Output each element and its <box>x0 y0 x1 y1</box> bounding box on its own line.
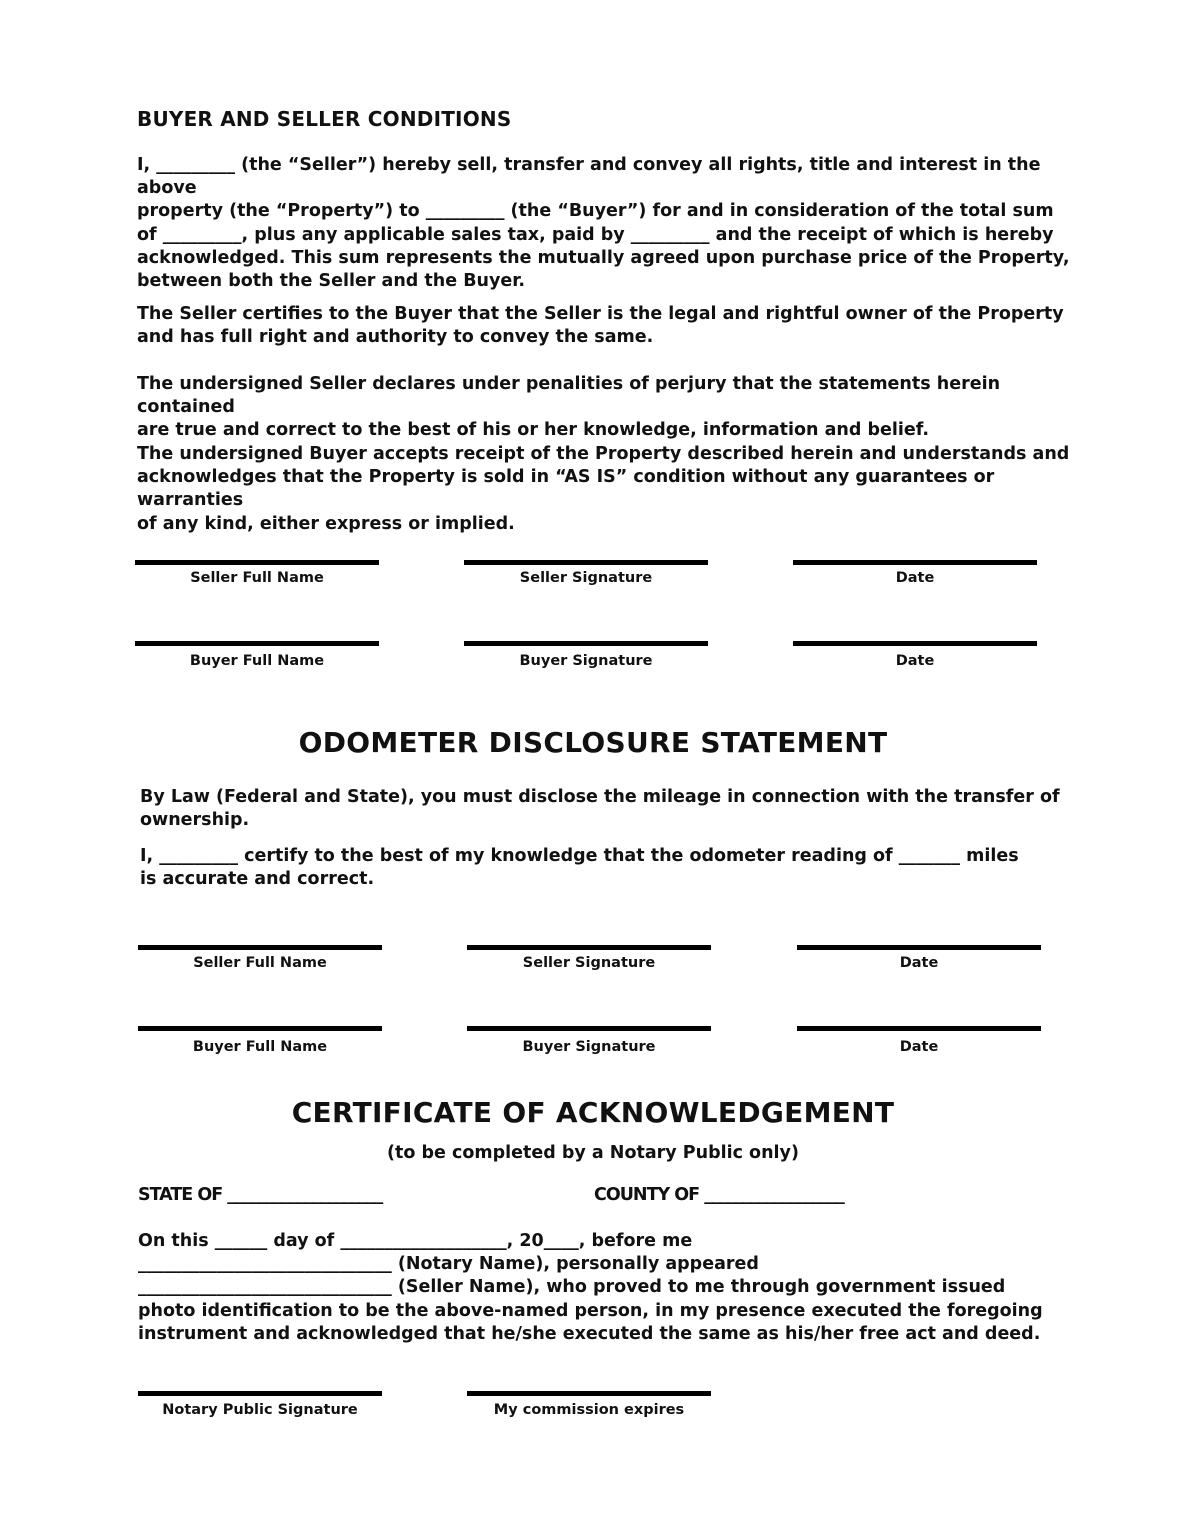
odometer-buyer-signature-line[interactable] <box>467 1026 711 1031</box>
notary-signature-line[interactable] <box>138 1391 382 1396</box>
notary-acknowledgement-paragraph: On this ______ day of ___________________, 20____, before me _____________________________ (Notary Name), personally appeared _____________________________ (Seller Name), who proved to me through government issued photo identification to be the above-named person, in my presence executed the foregoing instrument and acknowledged that he/she executed the same as his/her free act and deed. <box>138 1231 1043 1344</box>
odometer-seller-signature-label: Seller Signature <box>522 955 656 971</box>
odometer-buyer-date-line[interactable] <box>797 1026 1041 1031</box>
odometer-seller-date-label: Date <box>899 955 939 971</box>
perjury-declaration-paragraph: The undersigned Seller declares under penalities of perjury that the statements herein contained are true and correct to the best of his or her knowledge, information and belief. <box>137 374 1001 441</box>
odometer-buyer-signature-label: Buyer Signature <box>522 1039 656 1055</box>
odometer-seller-full-name-label: Seller Full Name <box>193 955 327 971</box>
buyer-signature-label: Buyer Signature <box>519 653 653 669</box>
odometer-seller-full-name-line[interactable] <box>138 945 382 950</box>
odometer-certify-paragraph: I, _________ certify to the best of my knowledge that the odometer reading of _______ miles is accurate and correct. <box>140 846 1019 890</box>
seller-date-line[interactable] <box>793 560 1037 565</box>
buyer-date-label: Date <box>895 653 935 669</box>
state-of-field: STATE OF ____________________ <box>138 1185 383 1205</box>
buyer-seller-heading: BUYER AND SELLER CONDITIONS <box>137 107 512 131</box>
odometer-seller-signature-line[interactable] <box>467 945 711 950</box>
buyer-signature-line[interactable] <box>464 641 708 646</box>
buyer-full-name-label: Buyer Full Name <box>189 653 325 669</box>
odometer-buyer-date-label: Date <box>899 1039 939 1055</box>
seller-signature-line[interactable] <box>464 560 708 565</box>
certificate-subtitle: (to be completed by a Notary Public only) <box>387 1143 799 1163</box>
odometer-law-paragraph: By Law (Federal and State), you must disclose the mileage in connection with the transfer of ownership. <box>140 787 1060 831</box>
seller-full-name-line[interactable] <box>135 560 379 565</box>
county-of-field: COUNTY OF __________________ <box>594 1185 844 1205</box>
certificate-title: CERTIFICATE OF ACKNOWLEDGEMENT <box>291 1096 895 1129</box>
as-is-acceptance-paragraph: The undersigned Buyer accepts receipt of the Property described herein and understands and acknowledges that the Property is sold in “AS IS” condition without any guarantees or warranties of any kind, either express or implied. <box>137 444 1070 534</box>
seller-full-name-label: Seller Full Name <box>190 570 324 586</box>
ownership-certification-paragraph: The Seller certifies to the Buyer that the Seller is the legal and rightful owner of the Property and has full right and authority to convey the same. <box>137 304 1064 348</box>
commission-expires-line[interactable] <box>467 1391 711 1396</box>
seller-signature-label: Seller Signature <box>519 570 653 586</box>
odometer-buyer-full-name-label: Buyer Full Name <box>192 1039 328 1055</box>
odometer-seller-date-line[interactable] <box>797 945 1041 950</box>
buyer-date-line[interactable] <box>793 641 1037 646</box>
seller-date-label: Date <box>895 570 935 586</box>
odometer-title: ODOMETER DISCLOSURE STATEMENT <box>298 726 888 759</box>
commission-expires-label: My commission expires <box>493 1402 685 1418</box>
sale-terms-paragraph: I, _________ (the “Seller”) hereby sell, transfer and convey all rights, title and interest in the above property (the “Property”) to _________ (the “Buyer”) for and in consideration of the total sum of _________, plus any applicable sales tax, paid by _________ and the receipt of which is hereby acknowledged. This sum represents the mutually agreed upon purchase price of the Property, between both the Seller and the Buyer. <box>137 155 1070 292</box>
notary-signature-label: Notary Public Signature <box>162 1402 358 1418</box>
buyer-full-name-line[interactable] <box>135 641 379 646</box>
odometer-buyer-full-name-line[interactable] <box>138 1026 382 1031</box>
